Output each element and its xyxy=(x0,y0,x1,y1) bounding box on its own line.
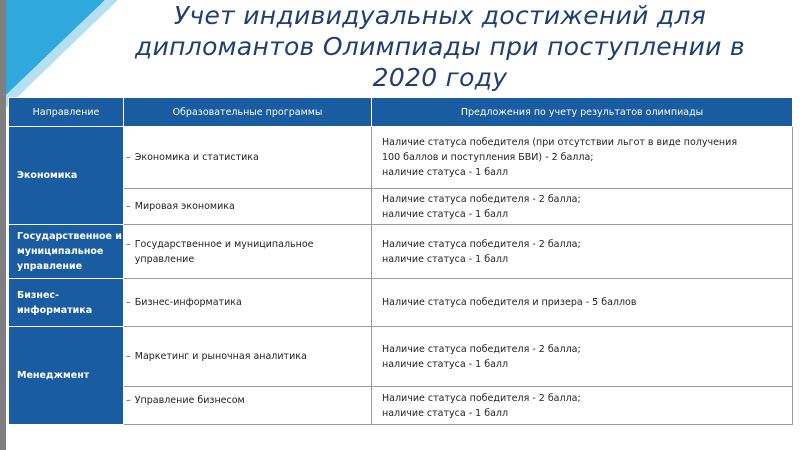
program-name: Управление бизнесом xyxy=(134,395,245,406)
program-name: Маркетинг и рыночная аналитика xyxy=(134,351,307,362)
page-title xyxy=(120,0,760,93)
header-direction: Направление xyxy=(9,98,124,127)
proposal-line: наличие статуса - 1 балл xyxy=(382,208,509,220)
program-cell xyxy=(124,127,372,189)
bullet-dash: – xyxy=(126,395,131,406)
program-cell xyxy=(124,387,372,425)
table-row xyxy=(9,127,793,189)
proposal-cell xyxy=(372,279,793,327)
proposal-line: наличие статуса - 1 балл xyxy=(382,407,509,419)
table-header-row xyxy=(9,98,793,127)
program-name: Государственное и муниципальное управление xyxy=(134,238,314,265)
bullet-dash: – xyxy=(126,201,131,212)
program-name: Экономика и статистика xyxy=(134,152,259,163)
table-row xyxy=(9,189,793,225)
proposal-line: Наличие статуса победителя - 2 балла; xyxy=(382,238,581,250)
proposal-line: Наличие статуса победителя (при отсутствии льгот в виде получения xyxy=(382,137,738,148)
proposal-line: наличие статуса - 1 балл xyxy=(382,253,509,265)
proposal-cell xyxy=(372,387,793,425)
program-cell xyxy=(124,327,372,387)
title-line-1: Учет индивидуальных достижений для xyxy=(173,1,707,30)
proposal-line: Наличие статуса победителя - 2 балла; xyxy=(382,343,581,355)
proposal-line: наличие статуса - 1 балл xyxy=(382,358,509,370)
olympiad-table xyxy=(8,97,793,425)
bullet-dash: – xyxy=(126,152,131,163)
proposal-line: Наличие статуса победителя - 2 балла; xyxy=(382,392,581,404)
header-programs: Образовательные программы xyxy=(124,98,372,127)
direction-cell: Бизнес-информатика xyxy=(9,279,124,327)
table-row xyxy=(9,387,793,425)
proposal-cell xyxy=(372,225,793,279)
title-line-3: 2020 году xyxy=(372,63,508,92)
program-cell xyxy=(124,225,372,279)
program-cell xyxy=(124,189,372,225)
program-cell xyxy=(124,279,372,327)
direction-cell: Менеджмент xyxy=(9,327,124,425)
proposal-cell xyxy=(372,189,793,225)
program-name: Мировая экономика xyxy=(134,201,235,212)
title-line-2: дипломантов Олимпиады при поступлении в xyxy=(135,32,745,61)
bullet-dash: – xyxy=(126,238,131,250)
table-row xyxy=(9,225,793,279)
header-proposals: Предложения по учету результатов олимпиады xyxy=(372,98,793,127)
proposal-line: Наличие статуса победителя - 2 балла; xyxy=(382,193,581,205)
direction-cell: Экономика xyxy=(9,127,124,225)
table-row xyxy=(9,279,793,327)
bullet-dash: – xyxy=(126,297,131,308)
bullet-dash: – xyxy=(126,351,131,362)
proposal-line: наличие статуса - 1 балл xyxy=(382,167,509,178)
proposal-line: 100 баллов и поступления БВИ) - 2 балла; xyxy=(382,152,594,163)
table-row xyxy=(9,327,793,387)
program-name: Бизнес-информатика xyxy=(134,297,242,308)
proposal-line: Наличие статуса победителя и призера - 5 баллов xyxy=(382,297,637,308)
direction-cell: Государственное и муниципальное управление xyxy=(9,225,124,279)
proposal-cell xyxy=(372,327,793,387)
proposal-cell xyxy=(372,127,793,189)
